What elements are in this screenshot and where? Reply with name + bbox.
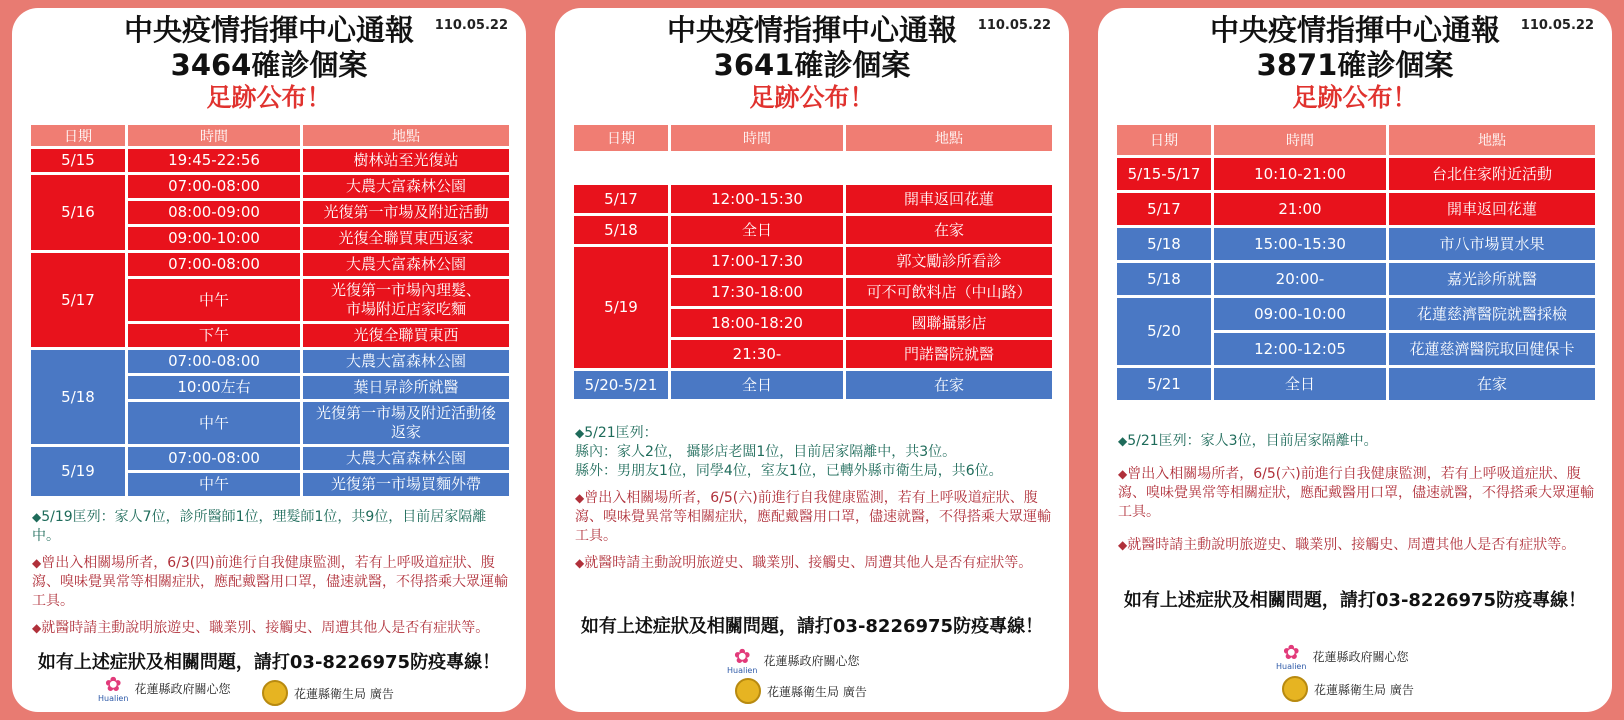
- notes-block: [32, 508, 508, 646]
- cell-time: 10:00左右: [128, 376, 300, 399]
- poster-subtitle: 足跡公布！: [749, 83, 875, 112]
- cell-date: 5/16: [574, 154, 668, 182]
- footer-bureau: [735, 678, 867, 704]
- table-row: [574, 247, 1052, 275]
- cell-place: 光復第一市場及附近活動: [303, 201, 509, 224]
- cell-time: 09:00-10:00: [128, 227, 300, 250]
- footer-bureau: [262, 680, 394, 706]
- header-date: 日期: [31, 125, 125, 146]
- cell-date: 5/15-5/17: [1117, 158, 1211, 190]
- table-row: [1117, 158, 1595, 190]
- cell-date: 5/19: [31, 447, 125, 496]
- cell-date: 5/17: [1117, 193, 1211, 225]
- cell-place: 大農大富森林公園: [303, 175, 509, 198]
- header-date: 日期: [574, 125, 668, 151]
- poster-card-3871: [1098, 8, 1612, 712]
- cell-place: 可不可飲料店（中山路）: [846, 278, 1052, 306]
- table-row: [1117, 368, 1595, 400]
- cell-place: 光復第一市場及附近活動後 返家: [303, 402, 509, 444]
- notes-block: [575, 424, 1051, 581]
- table-row: [31, 253, 509, 276]
- cell-time: 17:30-18:00: [671, 278, 843, 306]
- header-place: 地點: [1389, 125, 1595, 155]
- cell-time: 07:00-08:00: [128, 447, 300, 470]
- hotline-text: 如有上述症狀及相關問題，請打03-8226975防疫專線！: [37, 652, 501, 673]
- note-self-monitor: ◆曾出入相關場所者，6/5(六)前進行自我健康監測，若有上呼吸道症狀、腹瀉、嗅味覺異常等相關症狀，應配戴醫用口罩，儘速就醫，不得搭乘大眾運輸工具。: [1118, 466, 1594, 520]
- gov-text: 花蓮縣政府關心您: [763, 654, 860, 668]
- gov-text: 花蓮縣政府關心您: [134, 682, 231, 696]
- cell-place: 郭文勵診所看診: [846, 247, 1052, 275]
- note-quarantine: ◆5/21匡列：家人3位，目前居家隔離中。: [1118, 433, 1378, 449]
- bureau-text: 花蓮縣衛生局 廣告: [294, 686, 394, 701]
- header-place: 地點: [846, 125, 1052, 151]
- cell-place: 光復全聯買東西返家: [303, 227, 509, 250]
- cell-date: 5/17: [574, 185, 668, 213]
- table-row: [1117, 193, 1595, 225]
- cell-time: 18:00-18:20: [671, 309, 843, 337]
- cell-place: 開車返回花蓮: [1389, 193, 1595, 225]
- cell-time: 21:00: [1214, 193, 1386, 225]
- bureau-text: 花蓮縣衛生局 廣告: [767, 684, 867, 699]
- cell-date: 5/18: [31, 350, 125, 444]
- cell-date: 5/21: [1117, 368, 1211, 400]
- poster-card-3464: [12, 8, 526, 712]
- case-number: 3871確診個案: [1256, 48, 1454, 82]
- cell-place: 台北住家附近活動: [1389, 158, 1595, 190]
- cell-time: 全日: [671, 371, 843, 399]
- header-time: 時間: [128, 125, 300, 146]
- cell-date: 5/19: [574, 247, 668, 368]
- diamond-icon: ◆: [575, 426, 585, 440]
- cell-place: 光復全聯買東西: [303, 324, 509, 347]
- note-quarantine: ◆5/19匡列：家人7位，診所醫師1位，理髮師1位，共9位，目前居家隔離中。: [32, 509, 487, 544]
- cell-time: 19:45-22:56: [128, 149, 300, 172]
- footprint-table: [571, 122, 1055, 402]
- note-medical: ◆就醫時請主動說明旅遊史、職業別、接觸史、周遭其他人是否有症狀等。: [32, 620, 490, 636]
- poster-title: 中央疫情指揮中心通報: [1209, 13, 1500, 47]
- cell-time: 09:00-10:00: [1214, 298, 1386, 330]
- diamond-icon: ◆: [32, 510, 42, 524]
- note-quarantine: ◆5/21匡列： 縣內：家人2位， 攝影店老闆1位，目前居家隔離中，共3位。 縣外：男朋友1位，同學4位，室友1位，已轉外縣市衛生局，共6位。: [575, 425, 1003, 479]
- hualien-logo-icon: ✿ Hualien: [727, 644, 758, 675]
- cell-date: 5/18: [574, 216, 668, 244]
- hotline-text: 如有上述症狀及相關問題，請打03-8226975防疫專線！: [580, 616, 1044, 637]
- cell-time: 15:00-15:30: [1214, 228, 1386, 260]
- footer-gov: [727, 646, 859, 675]
- health-bureau-seal-icon: [735, 678, 761, 704]
- diamond-icon: ◆: [1118, 538, 1128, 552]
- header-time: 時間: [671, 125, 843, 151]
- table-row: [1117, 228, 1595, 260]
- header-date: 日期: [1117, 125, 1211, 155]
- report-date: 110.05.22: [1520, 18, 1594, 33]
- cell-place: 光復第一市場內理髮、 市場附近店家吃麵: [303, 279, 509, 321]
- cell-date: 5/18: [1117, 263, 1211, 295]
- table-row: [31, 149, 509, 172]
- cell-time: 12:00-12:05: [1214, 333, 1386, 365]
- table-row: [1117, 298, 1595, 330]
- hualien-logo-icon: ✿ Hualien: [98, 672, 129, 703]
- table-row: [574, 371, 1052, 399]
- cell-place: 開車返回花蓮: [846, 185, 1052, 213]
- cell-time: 10:00-15:00: [671, 154, 843, 182]
- header-time: 時間: [1214, 125, 1386, 155]
- cell-place: 市八市場買水果: [1389, 228, 1595, 260]
- poster-subtitle: 足跡公布！: [1292, 83, 1418, 112]
- cell-place: 政大前門小公寓咖啡廳: [846, 154, 1052, 182]
- cell-date: 5/16: [31, 175, 125, 250]
- cell-place: 嘉光診所就醫: [1389, 263, 1595, 295]
- note-medical: ◆就醫時請主動說明旅遊史、職業別、接觸史、周遭其他人是否有症狀等。: [575, 555, 1033, 571]
- cell-place: 樹林站至光復站: [303, 149, 509, 172]
- cell-place: 葉日昇診所就醫: [303, 376, 509, 399]
- cell-place: 在家: [1389, 368, 1595, 400]
- gov-text: 花蓮縣政府關心您: [1312, 650, 1409, 664]
- cell-time: 全日: [671, 216, 843, 244]
- cell-time: 20:00-: [1214, 263, 1386, 295]
- footprint-table: [28, 122, 512, 499]
- report-date: 110.05.22: [434, 18, 508, 33]
- cell-place: 在家: [846, 216, 1052, 244]
- cell-time: 17:00-17:30: [671, 247, 843, 275]
- cell-place: 花蓮慈濟醫院取回健保卡: [1389, 333, 1595, 365]
- table-row: [574, 216, 1052, 244]
- note-self-monitor: ◆曾出入相關場所者，6/3(四)前進行自我健康監測，若有上呼吸道症狀、腹瀉、嗅味覺異常等相關症狀，應配戴醫用口罩，儘速就醫，不得搭乘大眾運輸工具。: [32, 555, 508, 609]
- header-place: 地點: [303, 125, 509, 146]
- cell-time: 10:10-21:00: [1214, 158, 1386, 190]
- cell-date: 5/20: [1117, 298, 1211, 365]
- table-row: [574, 154, 1052, 182]
- cell-place: 國聯攝影店: [846, 309, 1052, 337]
- cell-time: 中午: [128, 473, 300, 496]
- cell-time: 07:00-08:00: [128, 175, 300, 198]
- poster-title: 中央疫情指揮中心通報: [123, 13, 414, 47]
- poster-subtitle: 足跡公布！: [206, 83, 332, 112]
- cell-place: 花蓮慈濟醫院就醫採檢: [1389, 298, 1595, 330]
- cell-time: 下午: [128, 324, 300, 347]
- footer-gov: [1276, 642, 1408, 671]
- diamond-icon: ◆: [575, 556, 585, 570]
- cell-place: 大農大富森林公園: [303, 447, 509, 470]
- cell-date: 5/17: [31, 253, 125, 347]
- hualien-logo-icon: ✿ Hualien: [1276, 640, 1307, 671]
- note-medical: ◆就醫時請主動說明旅遊史、職業別、接觸史、周遭其他人是否有症狀等。: [1118, 537, 1576, 553]
- table-row: [31, 175, 509, 198]
- cell-time: 中午: [128, 279, 300, 321]
- poster-title: 中央疫情指揮中心通報: [666, 13, 957, 47]
- report-date: 110.05.22: [977, 18, 1051, 33]
- case-number: 3641確診個案: [713, 48, 911, 82]
- cell-date: 5/20-5/21: [574, 371, 668, 399]
- cell-time: 07:00-08:00: [128, 350, 300, 373]
- table-row: [31, 447, 509, 470]
- cell-place: 光復第一市場買麵外帶: [303, 473, 509, 496]
- cell-place: 門諾醫院就醫: [846, 340, 1052, 368]
- diamond-icon: ◆: [32, 556, 42, 570]
- cell-place: 在家: [846, 371, 1052, 399]
- footprint-table: [1114, 122, 1598, 403]
- case-number: 3464確診個案: [170, 48, 368, 82]
- bureau-text: 花蓮縣衛生局 廣告: [1314, 682, 1414, 697]
- footer-bureau: [1282, 676, 1414, 702]
- health-bureau-seal-icon: [262, 680, 288, 706]
- hotline-text: 如有上述症狀及相關問題，請打03-8226975防疫專線！: [1123, 590, 1587, 611]
- table-row: [1117, 263, 1595, 295]
- footer-gov: [98, 674, 230, 703]
- diamond-icon: ◆: [575, 491, 585, 505]
- health-bureau-seal-icon: [1282, 676, 1308, 702]
- cell-time: 12:00-15:30: [671, 185, 843, 213]
- table-row: [31, 350, 509, 373]
- cell-place: 大農大富森林公園: [303, 253, 509, 276]
- diamond-icon: ◆: [1118, 467, 1128, 481]
- cell-place: 大農大富森林公園: [303, 350, 509, 373]
- notes-block: [1118, 432, 1594, 563]
- cell-time: 08:00-09:00: [128, 201, 300, 224]
- cell-time: 21:30-: [671, 340, 843, 368]
- cell-time: 07:00-08:00: [128, 253, 300, 276]
- note-self-monitor: ◆曾出入相關場所者，6/5(六)前進行自我健康監測，若有上呼吸道症狀、腹瀉、嗅味覺異常等相關症狀，應配戴醫用口罩，儘速就醫，不得搭乘大眾運輸工具。: [575, 490, 1051, 544]
- table-row: [574, 185, 1052, 213]
- cell-time: 中午: [128, 402, 300, 444]
- poster-card-3641: [555, 8, 1069, 712]
- cell-time: 全日: [1214, 368, 1386, 400]
- cell-date: 5/18: [1117, 228, 1211, 260]
- diamond-icon: ◆: [1118, 434, 1128, 448]
- diamond-icon: ◆: [32, 621, 42, 635]
- cell-date: 5/15: [31, 149, 125, 172]
